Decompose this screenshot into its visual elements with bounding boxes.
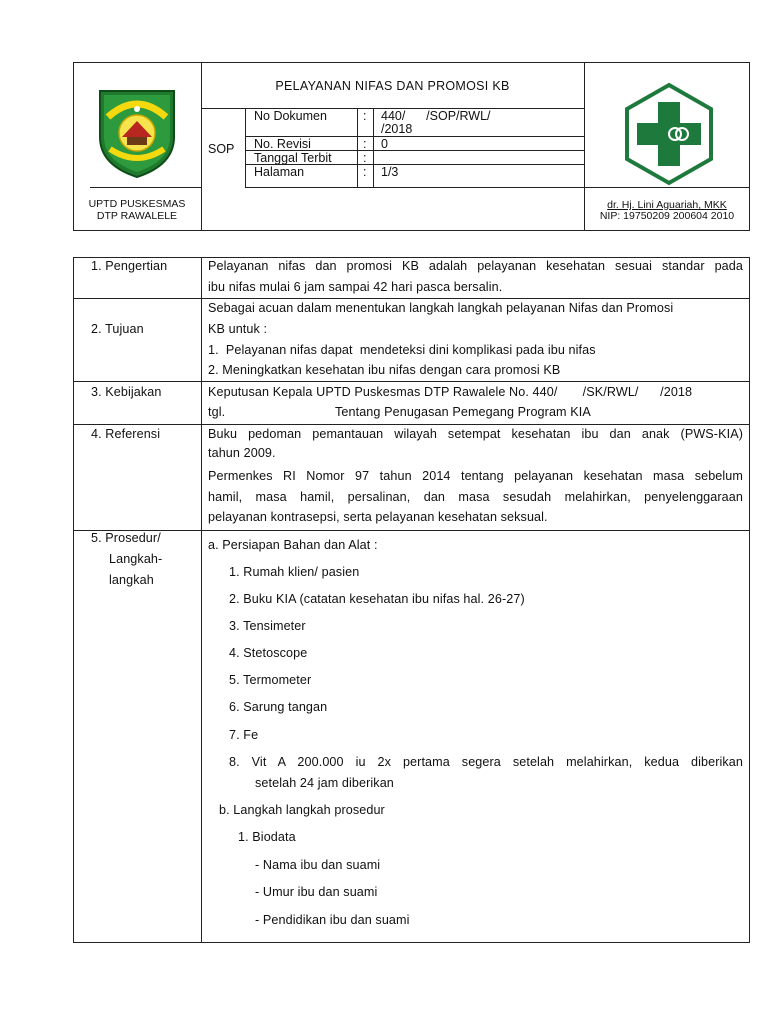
- kebijakan-tgl: tgl.: [208, 405, 226, 419]
- row-line-after-tujuan: [73, 381, 750, 382]
- section-label-pengertian: 1. Pengertian: [91, 259, 168, 273]
- meta-sep-no-revisi: :: [363, 137, 367, 151]
- tujuan-item2: 2. Meningkatkan kesehatan ibu nifas dengan cara promosi KB: [208, 363, 561, 377]
- meta-sep-halaman: :: [363, 165, 367, 179]
- referensi-line2: tahun 2009.: [208, 446, 276, 460]
- meta-value-no-dokumen: 440/ /SOP/RWL/: [381, 109, 491, 123]
- tujuan-line1: Sebagai acuan dalam menentukan langkah langkah pelayanan Nifas dan Promosi: [208, 301, 674, 315]
- prosedur-a-item-1: 1. Rumah klien/ pasien: [229, 565, 360, 579]
- regency-emblem-logo: [94, 87, 180, 179]
- row-line-after-kebijakan: [73, 424, 750, 425]
- header-colon-divider-b: [373, 108, 374, 187]
- referensi-line5: pelayanan kontrasepsi, serta pelayanan kesehatan seksual.: [208, 510, 548, 524]
- meta-sep-no-dokumen: :: [363, 109, 367, 123]
- pengertian-line2: ibu nifas mulai 6 jam sampai 42 hari pasca bersalin.: [208, 280, 503, 294]
- pengertian-line1: Pelayanan nifas dan promosi KB adalah pelayanan kesehatan sesuai standar pada: [208, 259, 743, 273]
- body-label-column-divider: [201, 257, 202, 943]
- header-lower-row-line-left: [90, 187, 201, 188]
- header-colon-divider-a: [357, 108, 358, 187]
- header-row-line-4: [245, 187, 584, 188]
- prosedur-a-item-5: 5. Termometer: [229, 673, 312, 687]
- puskesmas-logo: [623, 82, 715, 186]
- section-label-prosedur-3: langkah: [109, 573, 154, 587]
- referensi-line3: Permenkes RI Nomor 97 tahun 2014 tentang pelayanan kesehatan masa sebelum: [208, 469, 743, 483]
- referensi-line4: hamil, masa hamil, persalinan, dan masa sesudah melahirkan, penyelenggaraan: [208, 490, 743, 504]
- meta-value-no-revisi: 0: [381, 137, 388, 151]
- org-name-line2: DTP RAWALELE: [96, 210, 178, 222]
- prosedur-a-item-8-line2: setelah 24 jam diberikan: [255, 776, 394, 790]
- signer-nip: NIP: 19750209 200604 2010: [599, 210, 735, 222]
- row-line-after-pengertian: [73, 298, 750, 299]
- prosedur-a-item-8-line1: 8. Vit A 200.000 iu 2x pertama segera setelah melahirkan, kedua diberikan: [229, 755, 743, 769]
- meta-label-tanggal-terbit: Tanggal Terbit: [254, 151, 332, 165]
- meta-label-no-dokumen: No Dokumen: [254, 109, 327, 123]
- prosedur-a-item-3: 3. Tensimeter: [229, 619, 306, 633]
- prosedur-b-sub: 1. Biodata: [238, 830, 296, 844]
- prosedur-b-item-3: - Pendidikan ibu dan suami: [255, 913, 410, 927]
- kebijakan-tentang: Tentang Penugasan Pemegang Program KIA: [335, 405, 591, 419]
- prosedur-a-item-6: 6. Sarung tangan: [229, 700, 328, 714]
- prosedur-a-item-7: 7. Fe: [229, 728, 259, 742]
- sop-label: SOP: [208, 142, 235, 156]
- tujuan-line2: KB untuk :: [208, 322, 268, 336]
- section-label-prosedur-2: Langkah-: [109, 552, 163, 566]
- org-name-line1: UPTD PUSKESMAS: [88, 198, 186, 210]
- meta-label-no-revisi: No. Revisi: [254, 137, 311, 151]
- meta-sep-tanggal-terbit: :: [363, 151, 367, 165]
- row-line-after-referensi: [73, 530, 750, 531]
- prosedur-b-title: b. Langkah langkah prosedur: [219, 803, 385, 817]
- signer-name: dr. Hj. Lini Aguariah, MKK: [607, 199, 727, 211]
- meta-value-no-dokumen-year: /2018: [381, 122, 413, 136]
- prosedur-a-item-4: 4. Stetoscope: [229, 646, 308, 660]
- meta-label-halaman: Halaman: [254, 165, 305, 179]
- section-label-referensi: 4. Referensi: [91, 427, 161, 441]
- tujuan-item1: 1. Pelayanan nifas dapat mendeteksi dini komplikasi pada ibu nifas: [208, 343, 596, 357]
- header-sop-divider: [245, 108, 246, 187]
- regency-emblem-icon: [94, 87, 180, 179]
- puskesmas-cross-icon: [623, 82, 715, 186]
- section-label-kebijakan: 3. Kebijakan: [91, 385, 162, 399]
- kebijakan-line1: Keputusan Kepala UPTD Puskesmas DTP Rawalele No. 440/ /SK/RWL/ /2018: [208, 385, 693, 399]
- prosedur-a-title: a. Persiapan Bahan dan Alat :: [208, 538, 378, 552]
- prosedur-b-item-2: - Umur ibu dan suami: [255, 885, 378, 899]
- prosedur-a-item-2: 2. Buku KIA (catatan kesehatan ibu nifas hal. 26-27): [229, 592, 525, 606]
- document-title: PELAYANAN NIFAS DAN PROMOSI KB: [275, 79, 510, 93]
- referensi-line1: Buku pedoman pemantauan wilayah setempat kesehatan ibu dan anak (PWS-KIA): [208, 427, 743, 441]
- section-label-tujuan: 2. Tujuan: [91, 322, 144, 336]
- prosedur-b-item-1: - Nama ibu dan suami: [255, 858, 381, 872]
- header-lower-row-line-right: [584, 187, 750, 188]
- meta-value-halaman: 1/3: [381, 165, 399, 179]
- section-label-prosedur: 5. Prosedur/: [91, 531, 161, 545]
